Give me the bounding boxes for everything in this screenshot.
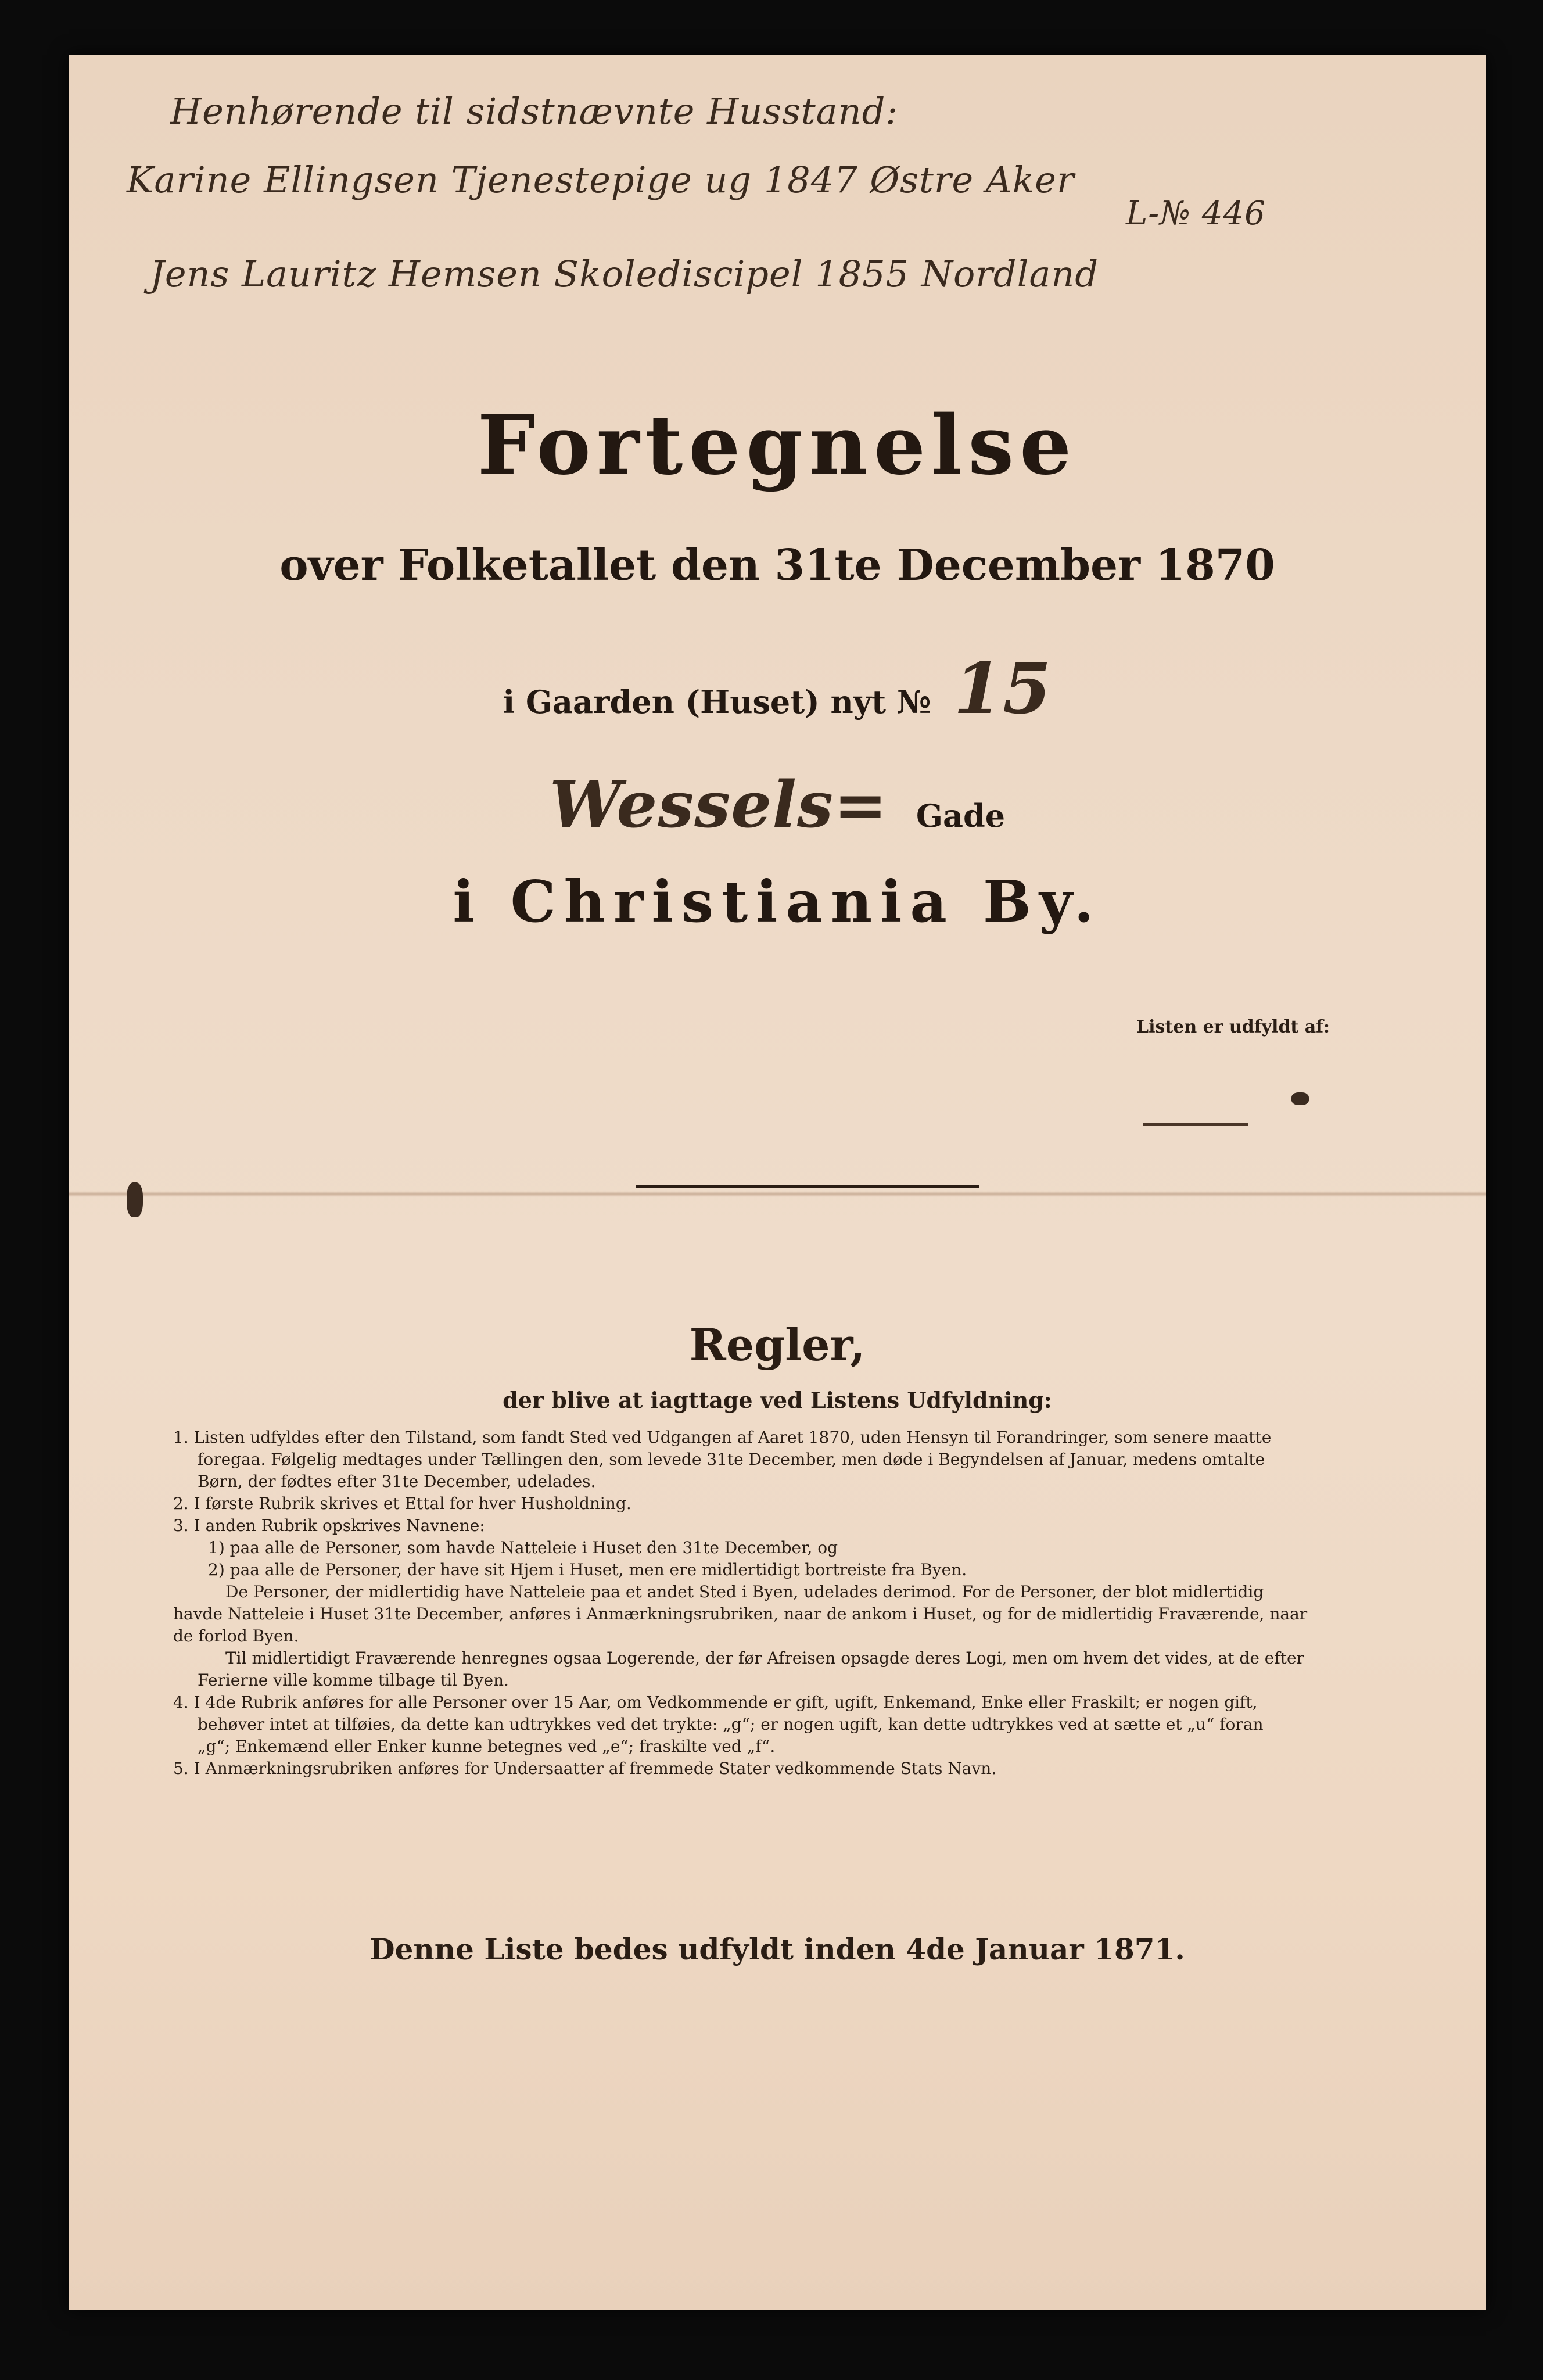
rule-line: Ferierne ville komme tilbage til Byen. <box>198 1671 509 1690</box>
rule-line: „g“; Enkemænd eller Enker kunne betegnes ved „e“; fraskilte ved „f“. <box>198 1737 776 1756</box>
rule-line: 3. I anden Rubrik opskrives Navnene: <box>173 1516 485 1535</box>
filled-by-label: Listen er udfyldt af: <box>1136 1017 1330 1037</box>
closing-note: Denne Liste bedes udfyldt inden 4de Januar 1871. <box>369 1932 1185 1966</box>
street-name-value: Wessels= <box>549 767 888 842</box>
rule-line: foregaa. Følgelig medtages under Tællingen den, som levede 31te December, men døde i Begyndelsen af Januar, medens omtalte <box>198 1450 1265 1469</box>
rule-line: 1. Listen udfyldes efter den Tilstand, som fandt Sted ved Udgangen af Aaret 1870, uden Hensyn til Forandringer, som senere maatte <box>173 1428 1272 1447</box>
street-line <box>69 767 1486 842</box>
house-number-label: i Gaarden (Huset) nyt № <box>503 683 931 721</box>
rule-line: 2. I første Rubrik skrives et Ettal for hver Husholdning. <box>173 1494 631 1513</box>
signature-mark <box>1143 1123 1248 1126</box>
rules-list <box>173 1426 1411 1780</box>
handwritten-line-2: Karine Ellingsen Tjenestepige ug 1847 Østre Aker <box>127 159 1075 201</box>
rule-line: 2) paa alle de Personer, der have sit Hjem i Huset, men ere midlertidigt bortreiste fra Byen. <box>208 1560 967 1579</box>
rules-subheading: der blive at iagttage ved Listens Udfyldning: <box>503 1387 1052 1413</box>
house-number-value: 15 <box>953 648 1052 730</box>
ink-stain <box>127 1182 143 1217</box>
rule-line: Til midlertidigt Fraværende henregnes ogsaa Logerende, der før Afreisen opsagde deres Logi, men om hvem det vides, at de efter <box>225 1648 1304 1668</box>
handwritten-register-number: L-№ 446 <box>1126 195 1266 232</box>
rules-heading: Regler, <box>689 1319 866 1371</box>
form-subtitle: over Folketallet den 31te December 1870 <box>279 540 1275 590</box>
rule-line: De Personer, der midlertidig have Natteleie paa et andet Sted i Byen, udelades derimod. For de Personer, der blot midlertidig <box>225 1582 1264 1601</box>
handwritten-line-3: Jens Lauritz Hemsen Skolediscipel 1855 Nordland <box>150 253 1099 295</box>
rule-line: behøver intet at tilføies, da dette kan udtrykkes ved det trykte: „g“; er nogen ugift, kan dette udtrykkes ved at sætte et „u“ foran <box>198 1715 1264 1734</box>
fold-crease <box>69 1191 1486 1197</box>
form-title: Fortegnelse <box>477 398 1078 493</box>
rule-line: 4. I 4de Rubrik anføres for alle Personer over 15 Aar, om Vedkommende er gift, ugift, Enkemand, Enke eller Fraskilt; er nogen gift, <box>173 1693 1258 1712</box>
handwritten-line-1: Henhørende til sidstnævnte Husstand: <box>170 90 899 132</box>
street-suffix: Gade <box>916 797 1006 834</box>
rule-line: 5. I Anmærkningsrubriken anføres for Undersaatter af fremmede Stater vedkommende Stats Navn. <box>173 1759 997 1778</box>
city-line: i Christiania By. <box>453 869 1102 935</box>
section-divider <box>636 1185 979 1188</box>
rule-line: 1) paa alle de Personer, som havde Natteleie i Huset den 31te December, og <box>208 1538 838 1557</box>
ink-blot <box>1291 1092 1309 1105</box>
rule-line: Børn, der fødtes efter 31te December, udelades. <box>198 1472 596 1491</box>
rule-line: de forlod Byen. <box>173 1626 299 1646</box>
rule-line: havde Natteleie i Huset 31te December, anføres i Anmærkningsrubriken, naar de ankom i Huset, og for de midlertidig Fraværende, naar <box>173 1604 1308 1623</box>
house-number-line <box>69 648 1486 730</box>
census-form-sheet <box>69 55 1486 2310</box>
